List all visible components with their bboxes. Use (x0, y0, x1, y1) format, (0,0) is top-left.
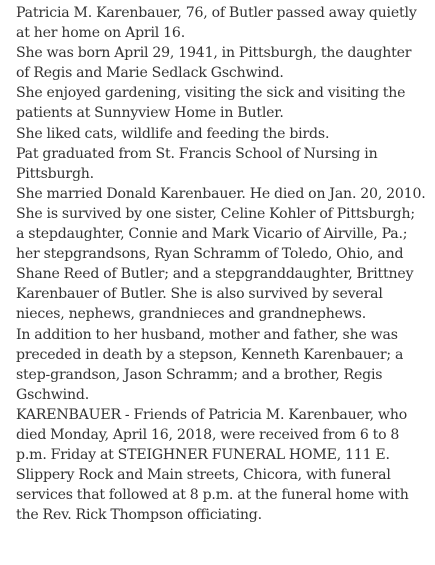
paragraph-birth: She was born April 29, 1941, in Pittsburgh, the daughter of Regis and Marie Sedlack Gschwind. (16, 45, 412, 82)
paragraph-likes: She liked cats, wildlife and feeding the birds. (16, 125, 330, 142)
paragraph-death-notice: Patricia M. Karenbauer, 76, of Butler passed away quietly at her home on April 16. (16, 5, 417, 42)
paragraph-marriage: She married Donald Karenbauer. He died on Jan. 20, 2010. (16, 185, 426, 202)
paragraph-funeral-arrangements: KARENBAUER - Friends of Patricia M. Karenbauer, who died Monday, April 16, 2018, were received from 6 to 8 p.m. Friday at STEIGHNER FUNERAL HOME, 111 E. Slippery Rock and Main streets, Chicora, with funeral services that followed at 8 p.m. at the funeral home with the Rev. Rick Thompson officiating. (16, 406, 409, 524)
paragraph-education: Pat graduated from St. Francis School of Nursing in Pittsburgh. (16, 145, 378, 182)
paragraph-survivors: She is survived by one sister, Celine Kohler of Pittsburgh; a stepdaughter, Connie and Mark Vicario of Airville, Pa.; her stepgrandsons, Ryan Schramm of Toledo, Ohio, and Shane Reed of Butler; and a stepgranddaughter, Brittney Karenbauer of Butler. She is also survived by several nieces, nephews, grandnieces and grandnephews. (16, 205, 415, 323)
paragraph-hobbies: She enjoyed gardening, visiting the sick and visiting the patients at Sunnyview Home in Butler. (16, 85, 406, 122)
paragraph-preceded-in-death: In addition to her husband, mother and father, she was preceded in death by a stepson, Kenneth Karenbauer; a step-grandson, Jason Schramm; and a brother, Regis Gschwind. (16, 326, 404, 403)
